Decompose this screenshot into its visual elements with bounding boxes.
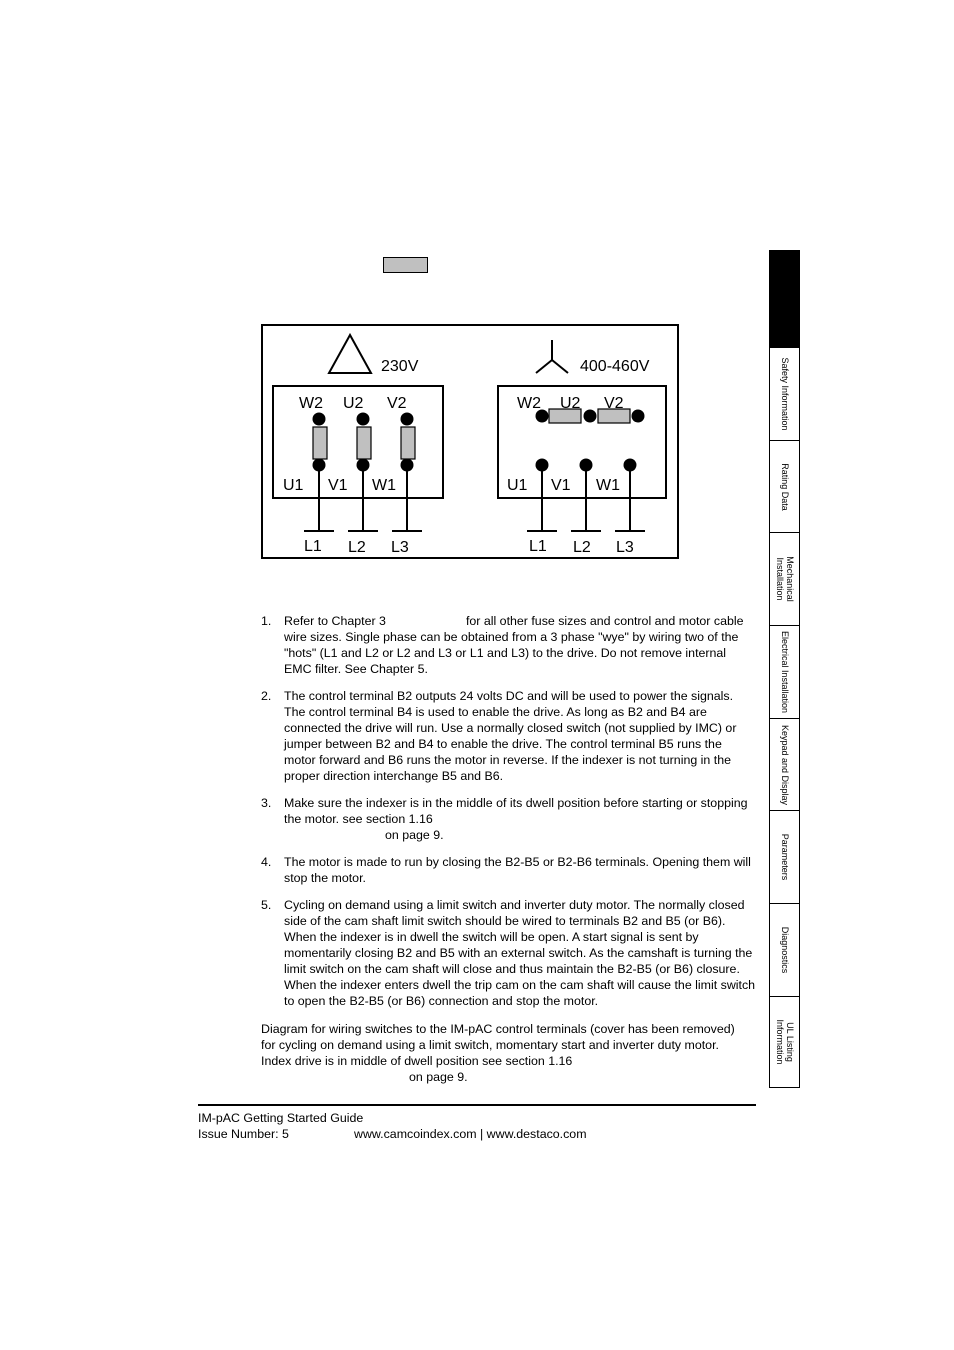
line-label: L3 bbox=[391, 539, 409, 556]
terminal-label: V2 bbox=[604, 395, 624, 412]
caption-line: for cycling on demand using a limit switch, momentary start and inverter duty motor. bbox=[261, 1038, 719, 1052]
section-tabs bbox=[769, 250, 800, 1088]
note-item bbox=[261, 795, 756, 843]
terminal-label: U1 bbox=[283, 477, 304, 494]
footer-web-links: www.camcoindex.com | www.destaco.com bbox=[354, 1127, 587, 1141]
note-text: The motor is made to run by closing the B2-B5 or B2-B6 terminals. Opening them will stop the motor. bbox=[284, 855, 751, 885]
note-page-ref: on page 9. bbox=[385, 828, 444, 842]
note-number: 2. bbox=[261, 689, 272, 703]
note-item bbox=[261, 613, 756, 677]
caption-line: Diagram for wiring switches to the IM-pAC control terminals (cover has been removed) bbox=[261, 1022, 735, 1036]
line-label: L1 bbox=[304, 538, 322, 555]
tab-ul-listing-information[interactable]: UL Listing Information bbox=[770, 996, 799, 1087]
notes-list bbox=[261, 613, 756, 1020]
tab-mechanical-installation[interactable]: Mechanical Installation bbox=[770, 532, 799, 625]
note-number: 1. bbox=[261, 614, 272, 628]
note-text: Refer to Chapter 3 bbox=[284, 614, 386, 628]
note-number: 3. bbox=[261, 796, 272, 810]
motor-wiring-diagram bbox=[261, 324, 679, 559]
line-label: L3 bbox=[616, 539, 634, 556]
tab-rating-data[interactable]: Rating Data bbox=[770, 440, 799, 532]
diagram-caption bbox=[261, 1021, 761, 1085]
link-bar bbox=[357, 427, 371, 459]
terminal-label: W2 bbox=[517, 395, 541, 412]
line-label: L1 bbox=[529, 538, 547, 555]
wye-voltage-label: 400-460V bbox=[580, 358, 650, 375]
gray-label-box bbox=[383, 257, 428, 273]
tab-diagnostics[interactable]: Diagnostics bbox=[770, 903, 799, 996]
terminal-label: U1 bbox=[507, 477, 528, 494]
terminal-label: V1 bbox=[328, 477, 348, 494]
note-item bbox=[261, 897, 756, 1009]
caption-page-ref: on page 9. bbox=[409, 1070, 468, 1084]
tab-keypad-and-display[interactable]: Keypad and Display bbox=[770, 718, 799, 810]
terminal-label: V1 bbox=[551, 477, 571, 494]
link-bar bbox=[401, 427, 415, 459]
note-text: The control terminal B2 outputs 24 volts DC and will be used to power the signals. The control terminal B4 is used to enable the drive. As long as B2 and B4 are connected the drive will run. Use a normally closed switch (not supplied by IMC) or jumper between B2 and B4 to enable the drive. The control terminal B5 runs the motor forward and B6 runs the motor in reverse. If the indexer is not turning in the proper direction interchange B5 and B6. bbox=[284, 689, 737, 783]
terminal-label: U2 bbox=[343, 395, 364, 412]
caption-line: Index drive is in middle of dwell position see section 1.16 bbox=[261, 1054, 573, 1068]
terminal-label: W1 bbox=[372, 477, 396, 494]
note-text: wire sizes. Single phase can be obtained from a 3 phase "wye" by wiring two of the "hots" (L1 and L2 or L2 and L3 or L1 and L3) to the drive. Do not remove internal EMC filter. See Chapter 5. bbox=[284, 630, 739, 676]
link-bar bbox=[313, 427, 327, 459]
note-text: for all other fuse sizes and control and motor cable bbox=[465, 614, 744, 628]
tab-safety-information[interactable]: Safety Information bbox=[770, 347, 799, 440]
delta-voltage-label: 230V bbox=[381, 358, 419, 375]
note-text: Make sure the indexer is in the middle of its dwell position before starting or stopping the motor. see section 1.16 bbox=[284, 796, 748, 826]
footer-guide-title: IM-pAC Getting Started Guide bbox=[198, 1111, 364, 1125]
tab-electrical-installation[interactable]: Electrical Installation bbox=[770, 625, 799, 718]
note-number: 5. bbox=[261, 898, 272, 912]
note-item bbox=[261, 854, 756, 886]
tab-parameters[interactable]: Parameters bbox=[770, 810, 799, 903]
wiring-svg bbox=[263, 326, 677, 557]
line-label: L2 bbox=[348, 539, 366, 556]
terminal-label: W2 bbox=[299, 395, 323, 412]
line-label: L2 bbox=[573, 539, 591, 556]
terminal-label: V2 bbox=[387, 395, 407, 412]
footer-issue-number: Issue Number: 5 bbox=[198, 1127, 289, 1141]
terminal-label: U2 bbox=[560, 395, 581, 412]
terminal-label: W1 bbox=[596, 477, 620, 494]
footer-rule bbox=[198, 1104, 756, 1106]
active-tab-marker bbox=[770, 251, 799, 347]
wye-symbol-icon bbox=[536, 340, 568, 373]
note-number: 4. bbox=[261, 855, 272, 869]
note-item bbox=[261, 688, 756, 784]
delta-symbol-icon bbox=[329, 335, 371, 373]
note-text: Cycling on demand using a limit switch and inverter duty motor. The normally closed side of the cam shaft limit switch should be wired to terminals B2 and B5 (or B6). When the indexer is in dwell the switch will be open. A start signal is sent by momentarily closing B2 and B5 with an external switch. As the camshaft is turning the limit switch on the cam shaft will close and thus maintain the B2-B5 (or B6) closure. When the indexer enters dwell the trip cam on the cam shaft will cause the limit switch to open the B2-B5 (or B6) connection and stop the motor. bbox=[284, 898, 756, 1008]
